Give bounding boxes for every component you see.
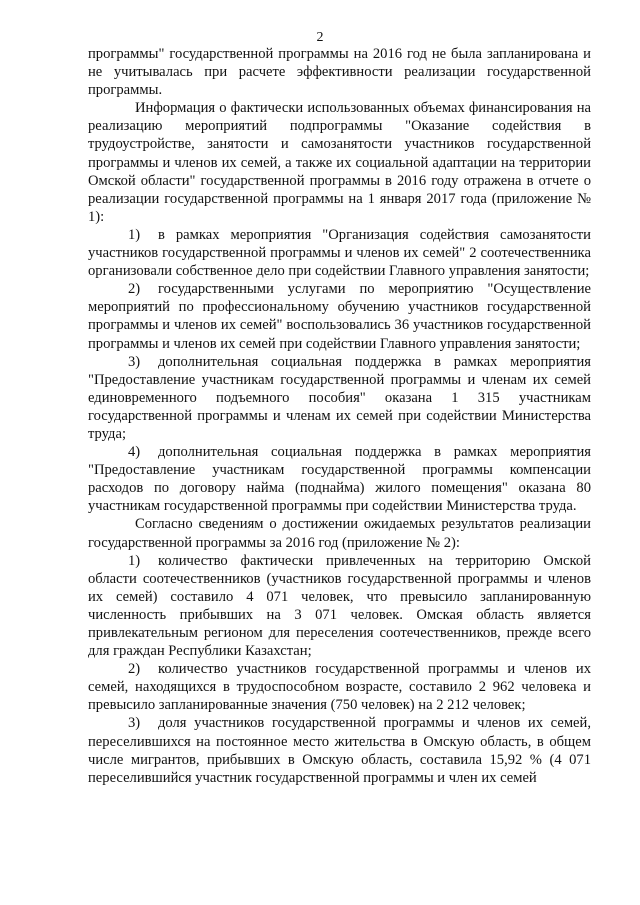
list-item-text: дополнительная социальная поддержка в рамках мероприятия "Предоставление участникам государственной программы и членам их семей единовременного подъемного пособия" оказана 1 315 участникам государственной программы и членам их семей при содействии Министерства труда;	[88, 353, 591, 442]
list-item-number: 1)	[128, 226, 141, 243]
paragraph-financing-info	[88, 99, 591, 226]
paragraph-text: программы" государственной программы на 2016 год не была запланирована и не учитывалась при расчете эффективности реализации государственной программы.	[88, 46, 591, 99]
document-body	[88, 45, 591, 787]
list-item-text: количество фактически привлеченных на территорию Омской области соотечественников (участников государственной программы и членов их семей) составило 4 071 человек, что превысило запланированную численность прибывших на 3 071 человек. Омская область является привлекательным регионом для переселения соотечественников, прежде всего для граждан Республики Казахстан;	[88, 552, 591, 660]
page-number: 2	[316, 30, 324, 45]
list-item	[88, 353, 591, 443]
list-item	[88, 660, 591, 714]
paragraph-results-intro	[88, 515, 591, 551]
list-item-number: 4)	[128, 444, 141, 461]
paragraph-text: Согласно сведениям о достижении ожидаемых результатов реализации государственной программы за 2016 год (приложение № 2):	[88, 516, 591, 551]
list-item-text: в рамках мероприятия "Организация содействия самозанятости участников государственной программы и членов их семей" 2 соотечественника организовали собственное дело при содействии Главного управления занятости;	[88, 226, 591, 280]
paragraph-text: Информация о фактически использованных объемах финансирования на реализацию мероприятий подпрограммы "Оказание содействия в трудоустройстве, занятости и самозанятости участников государственной программы и членов их семей, а также их социальной адаптации на территории Омской области" государственной программы в 2016 году отражена в отчете о реализации государственной программы на 1 января 2017 года (приложение № 1):	[88, 100, 591, 225]
list-item	[88, 226, 591, 280]
list-item	[88, 552, 591, 661]
list-item-number: 2)	[128, 281, 141, 298]
list-item-text: дополнительная социальная поддержка в рамках мероприятия "Предоставление участникам государственной программы компенсации расходов по договору найма (поднайма) жилого помещения" оказана 80 участникам государственной программы при содействии Министерства труда.	[88, 444, 591, 515]
list-item	[88, 443, 591, 515]
list-item-text: государственными услугами по мероприятию "Осуществление мероприятий по профессиональному обучению участников государственной программы и членов их семей" воспользовались 36 участников государственной программы и членов их семей при содействии Главного управления занятости;	[88, 281, 591, 352]
list-item-text: количество участников государственной программы и членов их семей, находящихся в трудоспособном возрасте, составило 2 962 человека и превысило запланированные значения (750 человек) на 2 212 человек;	[88, 661, 591, 714]
list-item-number: 3)	[128, 715, 141, 732]
list-item	[88, 714, 591, 786]
list-item-number: 3)	[128, 353, 141, 370]
list-item	[88, 280, 591, 352]
list-item-number: 2)	[128, 661, 141, 678]
list-item-text: доля участников государственной программы и членов их семей, переселившихся на постоянное место жительства в Омскую область, в общем числе мигрантов, прибывших в Омскую область, составила 15,92 % (4 071 переселившийся участник государственной программы и член их семей	[88, 715, 591, 786]
list-item-number: 1)	[128, 552, 141, 569]
paragraph-continuation	[88, 45, 591, 99]
